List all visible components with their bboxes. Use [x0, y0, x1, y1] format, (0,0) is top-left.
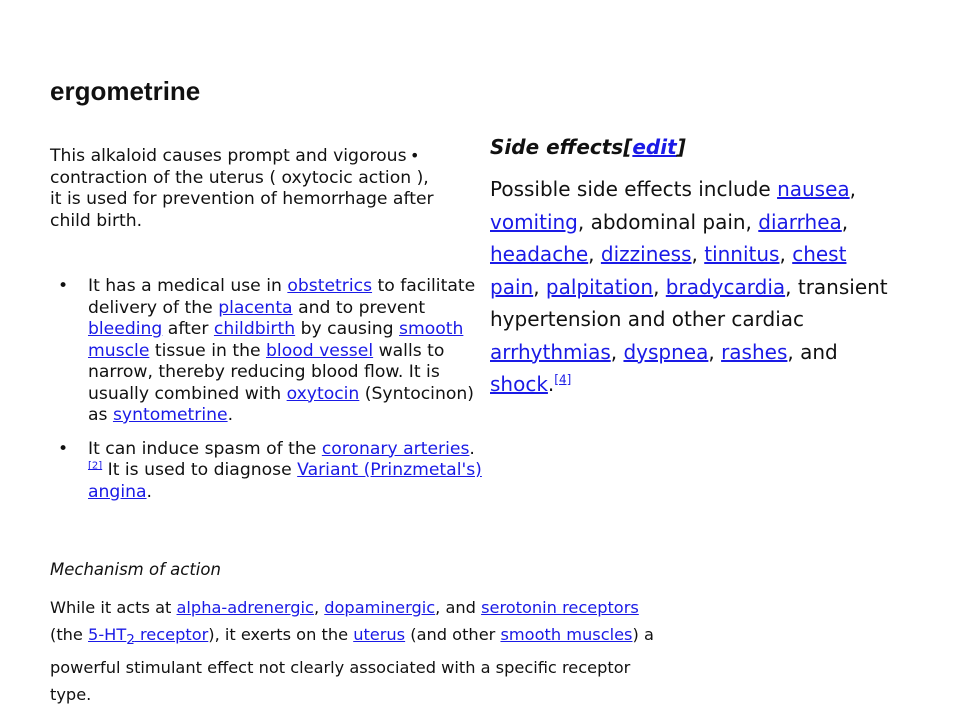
bracket: [ [623, 135, 633, 159]
list-item [58, 276, 483, 427]
mechanism-paragraph [50, 594, 670, 708]
bracket: ] [676, 135, 686, 159]
link-tinnitus[interactable]: tinnitus [704, 242, 780, 266]
link-obstetrics[interactable]: obstetrics [287, 276, 373, 296]
link-headache[interactable]: headache [490, 242, 589, 266]
link-vomiting[interactable]: vomiting [490, 209, 578, 234]
edit-link[interactable]: edit [632, 135, 677, 159]
link-chest-pain[interactable]: chest pain [490, 242, 847, 299]
list-item [58, 439, 483, 504]
text-segment: , [588, 242, 601, 266]
link-childbirth[interactable]: childbirth [213, 319, 296, 339]
link-diarrhea[interactable]: diarrhea [758, 209, 842, 234]
text-segment: It can induce spasm of the [88, 438, 322, 459]
link-coronary-arteries[interactable]: coronary arteries [321, 438, 470, 459]
link-placenta[interactable]: placenta [218, 297, 293, 318]
link-variant-angina[interactable]: Variant (Prinzmetal's) angina [88, 460, 482, 502]
link-text: 5-HT [88, 625, 127, 644]
text-segment: ), it exerts on the [208, 625, 354, 644]
link-bleeding[interactable]: bleeding [88, 319, 163, 339]
text-segment: . [146, 481, 153, 502]
link-rashes[interactable]: rashes [721, 339, 788, 364]
link-palpitation[interactable]: palpitation [545, 274, 654, 299]
link-smooth-muscle[interactable]: smooth muscle [88, 319, 464, 361]
text-segment: . [469, 438, 475, 459]
text-segment: . [227, 405, 234, 425]
link-smooth-muscles[interactable]: smooth muscles [500, 625, 633, 644]
link-subscript: 2 [126, 632, 135, 649]
link-arrhythmias[interactable]: arrhythmias [490, 339, 611, 364]
side-effects-paragraph [490, 173, 895, 401]
text-segment: tissue in the [149, 340, 267, 361]
text-segment: after [162, 319, 214, 339]
text-segment: , and [787, 339, 838, 364]
link-blood-vessel[interactable]: blood vessel [266, 340, 374, 361]
text-segment: (Syntocinon) as [88, 383, 474, 425]
side-effects-heading [490, 135, 686, 159]
text-segment: ) a powerful stimulant effect not clearly associated with a specific receptor type. [50, 625, 654, 705]
text-segment: , [610, 339, 624, 364]
link-alpha-adrenergic[interactable]: alpha-adrenergic [176, 598, 314, 617]
text-segment: . [547, 372, 555, 396]
link-uterus[interactable]: uterus [353, 625, 406, 644]
text-segment: , and [435, 598, 482, 617]
text-segment: (and other [405, 625, 501, 644]
text-segment: , [653, 274, 666, 299]
reference-link[interactable]: [2] [88, 460, 103, 472]
text-segment: , [779, 242, 793, 266]
uses-list [58, 276, 483, 515]
text-segment: , abdominal pain, [577, 209, 759, 234]
text-segment: and to prevent [292, 297, 426, 318]
link-text: receptor [134, 625, 209, 644]
text-segment: to facilitate delivery of the [88, 276, 476, 318]
page-title: ergometrine [50, 76, 201, 106]
link-nausea[interactable]: nausea [777, 177, 850, 201]
text-segment: While it acts at [50, 598, 177, 617]
text-segment: Possible side effects include [490, 177, 778, 201]
bullet-marker: • [410, 146, 420, 165]
text-segment: walls to narrow, thereby reducing blood flow. It is usually combined with [88, 340, 445, 404]
link-oxytocin[interactable]: oxytocin [286, 383, 360, 404]
text-segment: , [841, 209, 849, 234]
intro-paragraph: This alkaloid causes prompt and vigorous contraction of the uterus ( oxytocic action ), it is used for prevention of hemorrhage after child birth. [50, 146, 434, 231]
text-segment: , [533, 274, 546, 299]
heading-text: Side effects [490, 135, 624, 159]
mechanism-heading: Mechanism of action [50, 560, 221, 579]
text-segment: , [313, 598, 325, 617]
reference-link[interactable]: [4] [554, 372, 572, 387]
text-segment: (the [50, 625, 89, 644]
link-serotonin-receptors[interactable]: serotonin receptors [481, 598, 639, 617]
text-segment: by causing [295, 319, 399, 339]
link-dopaminergic[interactable]: dopaminergic [324, 598, 436, 617]
link-5ht2-receptor[interactable] [88, 625, 209, 649]
text-segment: , [691, 242, 705, 266]
link-shock[interactable]: shock [490, 372, 548, 396]
link-syntometrine[interactable]: syntometrine [112, 405, 228, 425]
text-segment: It is used to diagnose [102, 460, 298, 480]
link-dyspnea[interactable]: dyspnea [623, 339, 709, 364]
text-segment: , transient hypertension and other cardiac [490, 274, 888, 331]
text-segment: , [849, 177, 857, 201]
link-dizziness[interactable]: dizziness [600, 242, 692, 266]
link-bradycardia[interactable]: bradycardia [665, 274, 786, 299]
text-segment: , [708, 339, 722, 364]
text-segment: It has a medical use in [88, 276, 288, 296]
